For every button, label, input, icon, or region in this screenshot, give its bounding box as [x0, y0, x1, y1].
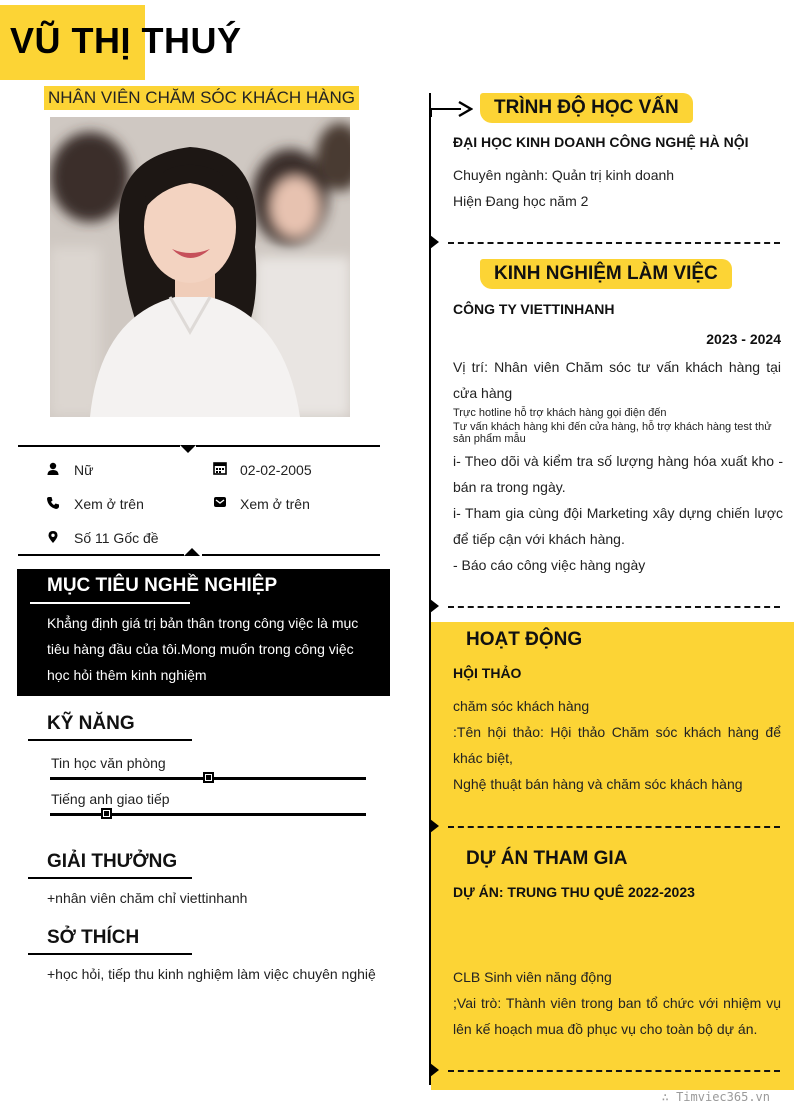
- contact-top-notch: [180, 445, 196, 453]
- activities-subtitle: HỘI THẢO: [453, 665, 522, 681]
- activities-line: Nghệ thuật bán hàng và chăm sóc khách hàng: [453, 776, 743, 792]
- experience-period: 2023 - 2024: [706, 331, 781, 347]
- experience-task: - Báo cáo công việc hàng ngày: [453, 557, 646, 573]
- projects-subtitle: DỰ ÁN: TRUNG THU QUÊ 2022-2023: [453, 884, 695, 900]
- school-name: ĐẠI HỌC KINH DOANH CÔNG NGHỆ HÀ NỘI: [453, 134, 749, 150]
- timeline-marker: [430, 819, 439, 833]
- arrow-right-icon: [429, 101, 473, 124]
- skills-title: KỸ NĂNG: [47, 713, 135, 734]
- watermark: ∴ Timviec365.vn: [661, 1090, 770, 1104]
- education-title: TRÌNH ĐỘ HỌC VẤN: [480, 93, 693, 123]
- experience-duty: Tư vấn khách hàng khi đến cửa hàng, hỗ trợ khách hàng test thử sản phẩm mẫu: [453, 421, 772, 445]
- phone-icon: [46, 496, 60, 515]
- email-value: Xem ở trên: [240, 496, 310, 512]
- email-icon: [213, 495, 227, 514]
- activities-line: :Tên hội thảo: Hội thảo Chăm sóc khách hàng để khác biệt,: [453, 724, 781, 766]
- experience-task: i- Theo dõi và kiểm tra số lượng hàng hóa xuất kho - bán ra trong ngày.: [453, 453, 783, 495]
- skill-label: Tin học văn phòng: [51, 755, 166, 771]
- address-value: Số 11 Gốc đề: [74, 530, 159, 546]
- profile-photo: [50, 117, 350, 417]
- awards-title: GIẢI THƯỞNG: [47, 851, 178, 872]
- timeline-marker: [430, 1063, 439, 1077]
- awards-text: +nhân viên chăm chỉ viettinhanh: [47, 890, 248, 906]
- experience-position: Vị trí: Nhân viên Chăm sóc tư vấn khách hàng tại cửa hàng: [453, 359, 781, 401]
- objective-text: Khẳng định giá trị bản thân trong công việc là mục tiêu hàng đầu của tôi.Mong muốn trong công việc học hỏi thêm kinh nghiệm: [47, 615, 359, 683]
- section-divider: [448, 826, 780, 828]
- experience-title: KINH NGHIỆM LÀM VIỆC: [480, 259, 732, 289]
- phone-value: Xem ở trên: [74, 496, 144, 512]
- skills-title-rule: [28, 739, 192, 741]
- objective-title-rule: [30, 602, 190, 604]
- calendar-icon: [213, 461, 227, 480]
- gender-value: Nữ: [74, 462, 94, 478]
- section-divider: [448, 606, 780, 608]
- location-icon: [46, 530, 60, 549]
- section-divider: [448, 242, 780, 244]
- projects-line: ;Vai trò: Thành viên trong ban tổ chức với nhiệm vụ lên kế hoạch mua đồ phục vụ cho toàn bộ dự án.: [453, 995, 781, 1037]
- education-status: Hiện Đang học năm 2: [453, 193, 589, 209]
- skill-track: [50, 813, 366, 816]
- projects-line: CLB Sinh viên năng động: [453, 969, 612, 985]
- hobbies-title: SỞ THÍCH: [47, 927, 140, 948]
- contact-bottom-rule-left: [18, 554, 184, 556]
- timeline-marker: [430, 599, 439, 613]
- activities-line: chăm sóc khách hàng: [453, 698, 590, 714]
- projects-title: DỰ ÁN THAM GIA: [466, 848, 628, 869]
- skill-label: Tiếng anh giao tiếp: [51, 791, 170, 807]
- activities-title: HOẠT ĐỘNG: [466, 629, 583, 650]
- objective-title: MỤC TIÊU NGHỀ NGHIỆP: [47, 575, 278, 596]
- awards-title-rule: [28, 877, 192, 879]
- hobbies-text: +học hỏi, tiếp thu kinh nghiệm làm việc chuyên nghiệ: [47, 966, 376, 982]
- hobbies-title-rule: [28, 953, 192, 955]
- candidate-name: VŨ THỊ THUÝ: [10, 20, 242, 61]
- user-icon: [46, 462, 60, 481]
- job-title: NHÂN VIÊN CHĂM SÓC KHÁCH HÀNG: [44, 86, 359, 110]
- section-divider: [448, 1070, 780, 1072]
- skill-level-knob[interactable]: [203, 772, 214, 783]
- contact-bottom-notch: [184, 548, 200, 556]
- birthday-value: 02-02-2005: [240, 462, 312, 478]
- skill-level-knob[interactable]: [101, 808, 112, 819]
- company-name: CÔNG TY VIETTINHANH: [453, 301, 615, 317]
- timeline-marker: [430, 235, 439, 249]
- contact-top-rule-right: [196, 445, 380, 447]
- education-major: Chuyên ngành: Quản trị kinh doanh: [453, 167, 675, 183]
- experience-task: i- Tham gia cùng đội Marketing xây dựng chiến lược để tiếp cận với khách hàng.: [453, 505, 783, 547]
- experience-duty: Trực hotline hỗ trợ khách hàng gọi điện đến: [453, 407, 667, 419]
- contact-top-rule-left: [18, 445, 180, 447]
- contact-bottom-rule-right: [202, 554, 380, 556]
